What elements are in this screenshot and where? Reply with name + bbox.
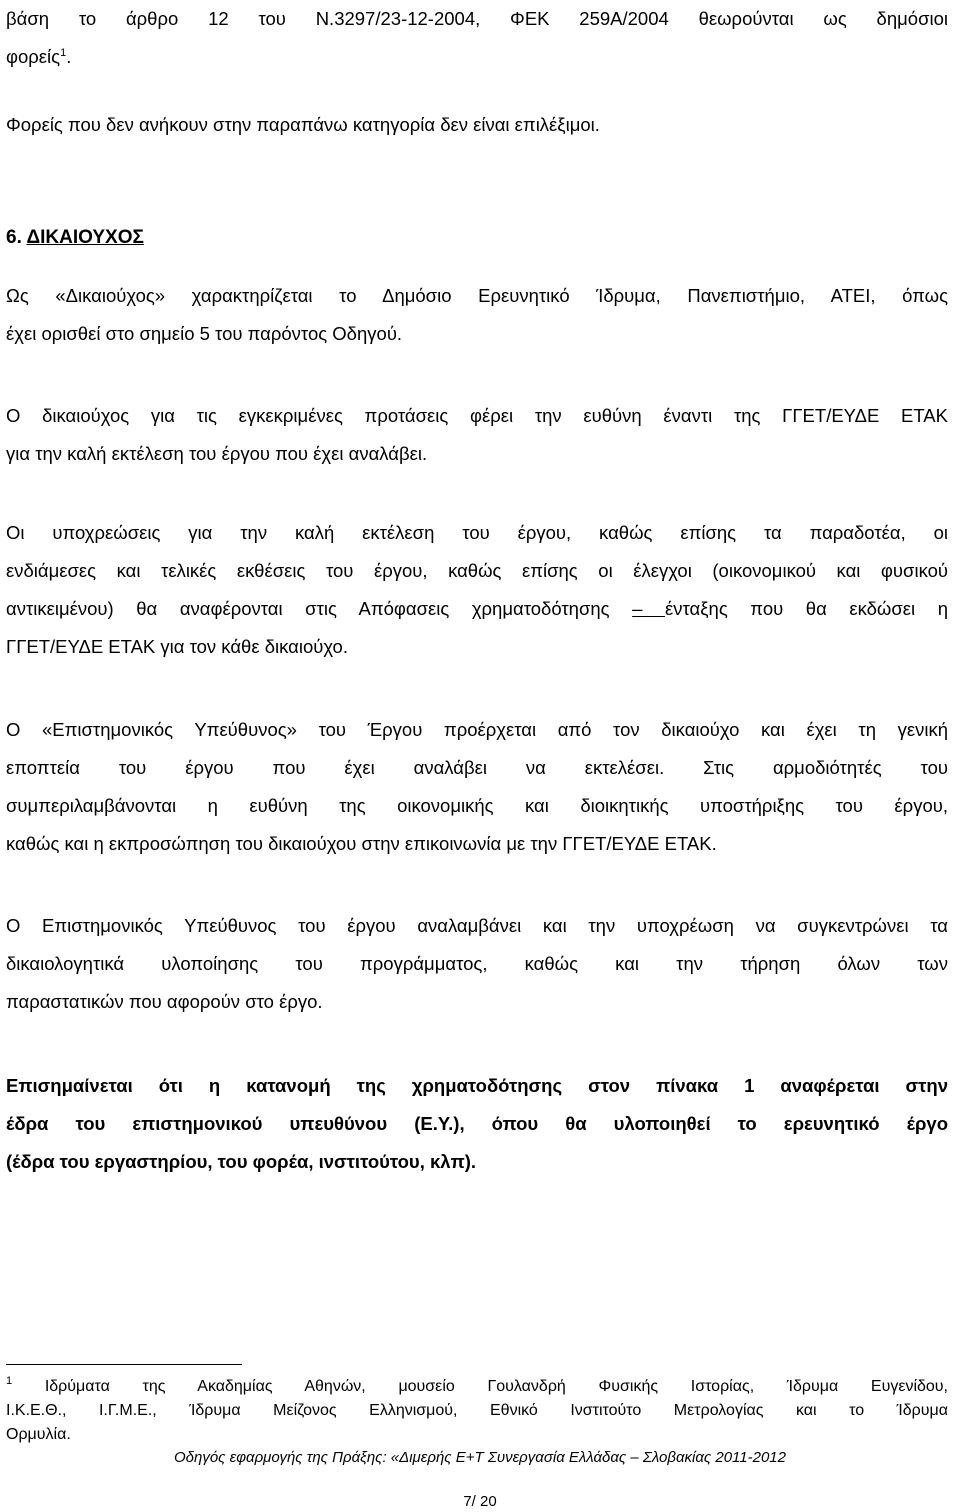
footnote-separator (6, 1364, 242, 1365)
paragraph-beneficiary-responsibility: Ο δικαιούχος για τις εγκεκριμένες προτάσεις φέρει την ευθύνη έναντι της ΓΓΕΤ/ΕΥΔΕ ΕΤΑΚ για την καλή εκτέλεση του έργου που έχει αναλάβει. (6, 405, 948, 464)
footnote-number: 1 (6, 1375, 13, 1387)
page-footer: Οδηγός εφαρμογής της Πράξης: «Διμερής Ε+Τ Συνεργασία Ελλάδας – Σλοβακίας 2011-2012 (174, 1449, 786, 1466)
intro-line-1: βάση το άρθρο 12 του Ν.3297/23-12-2004, ΦΕΚ 259Α/2004 θεωρούνται ως δημόσιοι (6, 8, 948, 29)
paragraph-supporting-documents: Ο Επιστημονικός Υπεύθυνος του έργου αναλαμβάνει και την υποχρέωση να συγκεντρώνει τα δικαιολογητικά υλοποίησης του προγράμματος, καθώς και την τήρηση όλων των παραστατικών που αφορούν στο έργο. (6, 915, 948, 1012)
intro-block (6, 0, 948, 76)
footnote: $^1$ Ιδρύματα της Ακαδημίας Αθηνών, μουσείο Γουλανδρή Φυσικής Ιστορίας, Ίδρυμα Ευγενίδου, Ι.Κ.Ε.Θ., Ι.Γ.Μ.Ε., Ίδρυμα Μείζονος Ελληνισμού, Εθνικό Ινστιτούτο Μετρολογίας και το Ίδρυμα Ορμυλία. (6, 1375, 949, 1443)
not-eligible-line: Φορείς που δεν ανήκουν στην παραπάνω κατηγορία δεν είναι επιλέξιμοι. (6, 114, 600, 135)
section-heading (6, 218, 144, 258)
paragraph-scientific-manager: Ο «Επιστημονικός Υπεύθυνος» του Έργου προέρχεται από τον δικαιούχο και έχει τη γενική εποπτεία του έργου που έχει αναλάβει να εκτελέσει. Στις αρμοδιότητές του συμπεριλαμβάνονται η ευθύνη της οικονομικής και διοικητικής υποστήριξης του έργου, καθώς και η εκπροσώπηση του δικαιούχου στην επικοινωνία με την ΓΓΕΤ/ΕΥΔΕ ΕΤΑΚ. (6, 719, 948, 854)
footnote-ref[interactable]: 1 (60, 47, 67, 59)
section-number: 6. (6, 227, 22, 248)
page-number: 7/ 20 (463, 1493, 497, 1510)
section-title: ΔΙΚΑΙΟΥΧΟΣ (26, 227, 144, 248)
paragraph-funding-note: Επισημαίνεται ότι η κατανομή της χρηματοδότησης στον πίνακα 1 αναφέρεται στην έδρα του επιστημονικού υπευθύνου (Ε.Υ.), όπου θα υλοποιηθεί το ερευνητικό έργο (έδρα του εργαστηρίου, του φορέα, ινστιτούτου, κλπ). (6, 1075, 948, 1172)
paragraph-beneficiary-definition: Ως «Δικαιούχος» χαρακτηρίζεται το Δημόσιο Ερευνητικό Ίδρυμα, Πανεπιστήμιο, ΑΤΕΙ, όπως έχει ορισθεί στο σημείο 5 του παρόντος Οδηγού. (6, 285, 948, 344)
paragraph-obligations: Οι υποχρεώσεις για την καλή εκτέλεση του έργου, καθώς επίσης τα παραδοτέα, οι ενδιάμεσες και τελικές εκθέσεις του έργου, καθώς επίσης οι έλεγχοι (οικονομικού και φυσικού αντικειμένου) θα αναφέρονται στις Απόφασεις χρηματοδότησης – ένταξης που θα εκδώσει η ΓΓΕΤ/ΕΥΔΕ ΕΤΑΚ για τον κάθε δικαιούχο. (6, 522, 948, 657)
intro-line-2: φορείς$^1$. (6, 46, 72, 67)
